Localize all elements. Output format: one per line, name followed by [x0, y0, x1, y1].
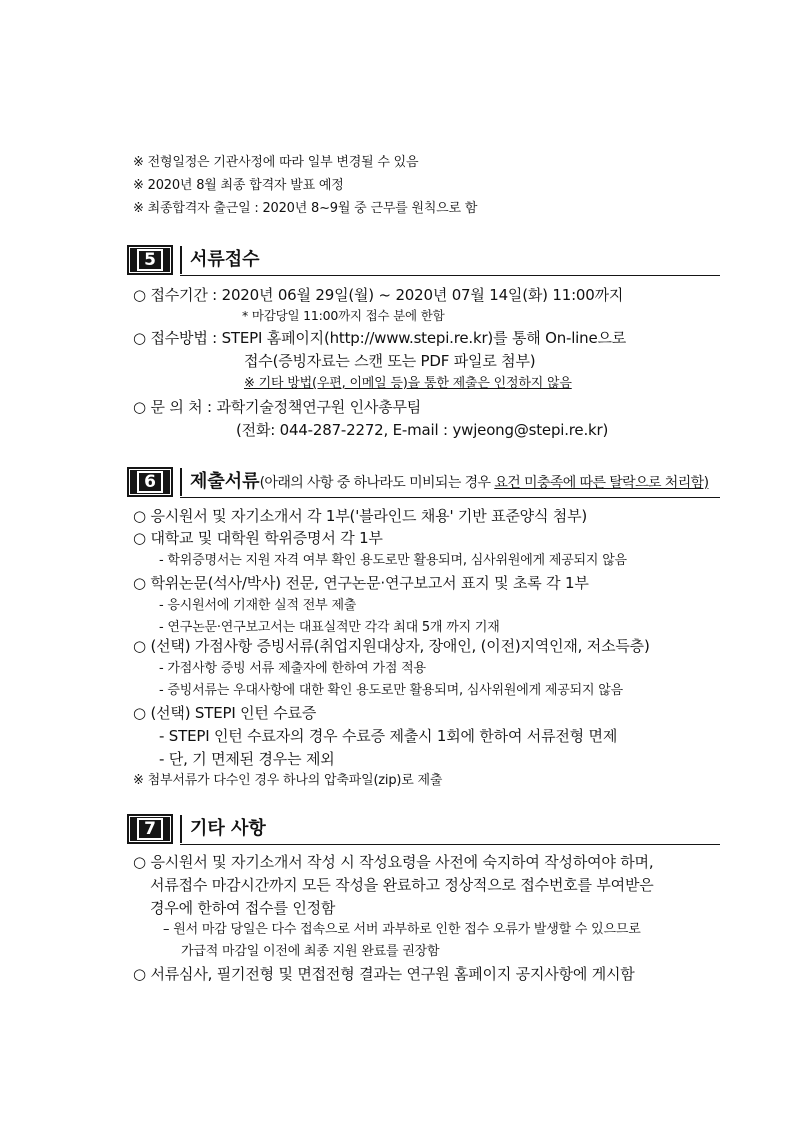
section-rule: [180, 497, 720, 499]
contact-info: ○ 문 의 처 : 과학기술정책연구원 인사총무팀: [133, 398, 422, 416]
list-item: ○ 학위논문(석사/박사) 전문, 연구논문·연구보고서 표지 및 초록 각 1부: [133, 574, 589, 592]
list-item: ○ (선택) STEPI 인턴 수료증: [133, 704, 317, 722]
receipt-period-note: * 마감당일 11:00까지 접수 분에 한함: [242, 308, 445, 323]
list-item-cont: 경우에 한하여 접수를 인정함: [150, 899, 336, 917]
section-subtitle: (아래의 사항 중 하나라도 미비되는 경우: [259, 475, 495, 491]
receipt-method-cont: 접수(증빙자료는 스캔 또는 PDF 파일로 첨부): [244, 352, 536, 370]
receipt-period: ○ 접수기간 : 2020년 06월 29일(월) ~ 2020년 07월 14일(화) 11:00까지: [133, 286, 624, 304]
section-5-header: [130, 244, 720, 276]
list-subitem: - 응시원서에 기재한 실적 전부 제출: [159, 598, 357, 613]
list-subitem: - STEPI 인턴 수료자의 경우 수료증 제출시 1회에 한하여 서류전형 면제: [159, 727, 618, 745]
section-number-badge: 5: [130, 248, 170, 272]
intro-note: ※ 최종합격자 출근일 : 2020년 8~9월 중 근무를 원칙으로 함: [133, 201, 478, 216]
list-item: ○ 서류심사, 필기전형 및 면접전형 결과는 연구원 홈페이지 공지사항에 게시함: [133, 965, 635, 983]
list-subitem-cont: 가급적 마감일 이전에 최종 지원 완료를 권장함: [181, 944, 440, 959]
list-subitem: - 증빙서류는 우대사항에 대한 확인 용도로만 활용되며, 심사위원에게 제공되지 않음: [159, 683, 623, 698]
list-item: ○ (선택) 가점사항 증빙서류(취업지원대상자, 장애인, (이전)지역인재, 저소득층): [133, 637, 650, 655]
list-item: ○ 대학교 및 대학원 학위증명서 각 1부: [133, 529, 383, 547]
receipt-method: ○ 접수방법 : STEPI 홈페이지(http://www.stepi.re.kr)를 통해 On-line으로: [133, 329, 627, 347]
section-title: 제출서류(아래의 사항 중 하나라도 미비되는 경우 요건 미충족에 따른 탈락으로 처리함): [190, 471, 709, 492]
section-7-header: [130, 813, 720, 845]
section-number-badge: 7: [130, 817, 170, 841]
list-subitem: - 연구논문·연구보고서는 대표실적만 각각 최대 5개 까지 기재: [159, 620, 500, 635]
list-item: ○ 응시원서 및 자기소개서 각 1부('블라인드 채용' 기반 표준양식 첨부): [133, 507, 588, 525]
list-subitem: - 가점사항 증빙 서류 제출자에 한하여 가점 적용: [159, 661, 426, 676]
list-subitem: - 단, 기 면제된 경우는 제외: [159, 750, 335, 768]
list-subitem: – 원서 마감 당일은 다수 접속으로 서버 과부하로 인한 접수 오류가 발생할 수 있으므로: [163, 922, 641, 937]
section-title: 기타 사항: [190, 818, 266, 839]
section-number-badge: 6: [130, 470, 170, 494]
section-6-header: [130, 466, 720, 498]
list-note: ※ 첨부서류가 다수인 경우 하나의 압축파일(zip)로 제출: [133, 773, 443, 788]
section-subtitle-underlined: 요건 미충족에 따른 탈락으로 처리함): [494, 475, 709, 491]
section-divider: [180, 246, 182, 274]
list-item-cont: 서류접수 마감시간까지 모든 작성을 완료하고 정상적으로 접수번호를 부여받은: [150, 876, 654, 894]
section-title: 서류접수: [190, 249, 260, 270]
section-rule: [180, 275, 720, 277]
contact-detail: (전화: 044-287-2272, E-mail : ywjeong@stepi.re.kr): [236, 421, 609, 439]
section-divider: [180, 815, 182, 843]
list-item: ○ 응시원서 및 자기소개서 작성 시 작성요령을 사전에 숙지하여 작성하여야 하며,: [133, 853, 654, 871]
intro-note: ※ 2020년 8월 최종 합격자 발표 예정: [133, 178, 344, 193]
section-divider: [180, 468, 182, 496]
intro-note: ※ 전형일정은 기관사정에 따라 일부 변경될 수 있음: [133, 155, 419, 170]
receipt-method-note: ※ 기타 방법(우편, 이메일 등)을 통한 제출은 인정하지 않음: [244, 376, 572, 391]
list-subitem: - 학위증명서는 지원 자격 여부 확인 용도로만 활용되며, 심사위원에게 제공되지 않음: [159, 553, 627, 568]
section-rule: [180, 844, 720, 846]
